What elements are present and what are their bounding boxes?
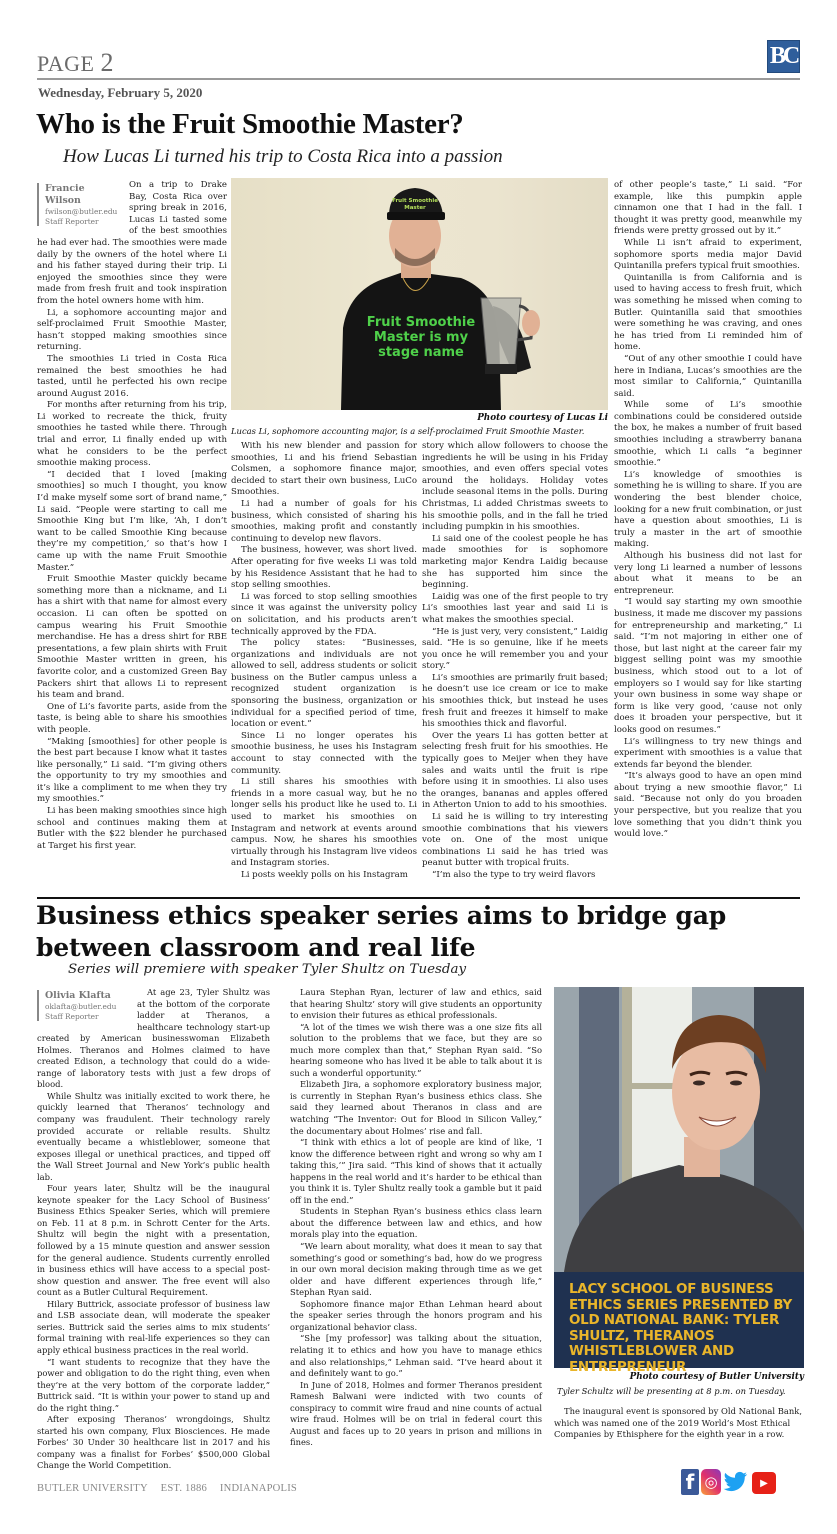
paragraph: Four years later, Shultz will be the inaugural keynote speaker for the Lacy School of Business’ Business Ethics Speaker Series, which will premiere on Feb. 11 at 8 p.m. in Schrott Center for the Arts. Shultz will begin the night with a presentation, followed by a 15 minute question and answer session for the general audience. Students currently enrolled in business ethics will have access to a special post-show question and answer. The free event will also count as a Butler Cultural Requirement. <box>37 1183 270 1298</box>
article1-column-4 <box>614 180 802 892</box>
issue-date: Wednesday, February 5, 2020 <box>38 85 203 100</box>
paragraph: story which allow followers to choose the ingredients he will be using in his Friday smoothies, and even offers special votes around the holidays. Holiday votes include seasonal items in the polls. During Christmas, Li added Christmas sweets to his smoothie polls, and in the fall he tried including pumpkin in his smoothies. <box>422 441 608 533</box>
footer-university: BUTLER UNIVERSITY <box>37 1483 148 1494</box>
paragraph: While Shultz was initially excited to work there, he quickly learned that Theranos’ technology and company was fraudulent. Their technology rarely provided accurate or reliable results. Shultz eventually became a whistleblower, someone that exposes illegal or unethical practices, and tipped off the Wall Street Journal and New York’s public health lab. <box>37 1090 270 1182</box>
header-rule <box>37 78 800 80</box>
svg-text:Fruit Smoothie: Fruit Smoothie <box>392 198 438 204</box>
butler-collegian-logo <box>767 40 800 73</box>
byline-email[interactable]: oklafta@butler.edu <box>45 1002 117 1011</box>
paragraph: “I want students to recognize that they have the power and obligation to do the right thing, even when they’re at the very bottom of the corporate ladder,” Buttrick said. “It is within your power to stand up and do the right thing.” <box>37 1356 270 1413</box>
byline-name: Francie Wilson <box>45 183 85 206</box>
article1-column-2 <box>231 441 417 892</box>
paragraph: “I’m also the type to try weird flavors <box>432 869 596 880</box>
article2-headline: Business ethics speaker series aims to bridge gap between classroom and real life <box>36 901 726 962</box>
paragraph: “I decided that I loved [making smoothies] so much I thought, you know I’d make myself some sort of brand name,” Li said. “People were starting to call me Smoothie King but I’m like, ‘Ah, I don’t want to be called Smoothie King because they’re my competition,’ so that’s how I came up with the name Fruit Smoothie Master.” <box>37 469 227 573</box>
lucas-li-photo-illustration <box>231 178 608 410</box>
tyler-shultz-photo-illustration <box>554 987 804 1272</box>
paragraph: of other people’s taste,” Li said. “For example, like this pumpkin apple cinnamon one that I had in the fall. I thought it was pretty good, meanwhile my friends were pretty grossed out by it.” <box>614 180 802 237</box>
article1-headline: Who is the Fruit Smoothie Master? <box>36 108 464 140</box>
paragraph: With his new blender and passion for smoothies, Li and his friend Sebastian Colsmen, a sophomore finance major, decided to start their own business, LuCo Smoothies. <box>231 441 417 498</box>
byline-name: Olivia Klafta <box>45 990 111 1001</box>
paragraph: Li had a number of goals for his business, which consisted of sharing his smoothies, making profit and constantly continuing to develop new flavors. <box>231 498 417 544</box>
photo1-credit: Photo courtesy of Lucas Li <box>477 413 608 423</box>
article2-subhead: Series will premiere with speaker Tyler Shultz on Tuesday <box>68 962 467 977</box>
paragraph: The policy states: “Businesses, organizations and individuals are not allowed to sell, address students or solicit business on the Butler campus unless a recognized student organization is sponsoring the business, organization or individual for a specified period of time, location or event.” <box>231 638 417 730</box>
paragraph: Li’s knowledge of smoothies is something he is willing to share. If you are wondering the best blender choice, looking for a new fruit combination, or just have a question about smoothies, Li is truly a master in the art of smoothie making. <box>614 469 802 550</box>
article1-byline <box>37 183 121 226</box>
article2-column-2 <box>290 987 542 1465</box>
paragraph: While Li isn’t afraid to experiment, sophomore sports media major David Quintanilla prefers typical fruit smoothies. <box>614 237 802 272</box>
paragraph: Hilary Buttrick, associate professor of business law and LSB associate dean, will moderate the speaker series. Buttrick said the series aims to mix students’ formal training with real-life experiences so they can apply ethical business practices in the real world. <box>37 1298 270 1355</box>
paragraph: The inaugural event is sponsored by Old National Bank, which was named one of the 2019 World’s Most Ethical Companies by Ethisphere for the eighth year in a row. <box>554 1406 803 1440</box>
paragraph: Li has been making smoothies since high school and continues making them at Butler with the $22 blender he purchased at Target his first year. <box>37 806 227 851</box>
paragraph: After exposing Theranos’ wrongdoings, Shultz started his own company, Flux Biosciences. He made Forbes’ 30 Under 30 healthcare list in 2017 and his company was a finalist for Forbes’ $500,000 Global Change the World Competition. <box>37 1414 270 1471</box>
footer-masthead <box>37 1483 307 1494</box>
svg-text:Master is my: Master is my <box>373 330 469 345</box>
byline-role: Staff Reporter <box>45 1011 99 1021</box>
paragraph: “Making [smoothies] for other people is the best part because I know what it tastes like personally,” Li said. “I’m giving others the opportunity to try my smoothies and it’s like a compliment to me when they try my smoothies.” <box>37 736 227 805</box>
facebook-icon[interactable] <box>681 1469 699 1495</box>
paragraph: “A lot of the times we wish there was a one size fits all solution to the problems that we face, but they are so much more complex than that,” Stephan Ryan said. “So hearing someone who has lived it be able to talk about it is such a wonderful opportunity.” <box>290 1021 542 1078</box>
twitter-icon[interactable] <box>723 1469 748 1495</box>
youtube-icon[interactable] <box>752 1472 776 1494</box>
paragraph: The smoothies Li tried in Costa Rica remained the best smoothies he had tasted, until he perfected his own recipe around August 2016. <box>37 353 227 399</box>
paragraph: Li posts weekly polls on his Instagram <box>241 869 408 880</box>
paragraph: Li’s willingness to try new things and experiment with smoothies is a value that extends far beyond the blender. <box>614 736 802 770</box>
paragraph: In June of 2018, Holmes and former Theranos president Ramesh Balwani were indicted with two counts of conspiracy to commit wire fraud and nine counts of actual wire fraud. Holmes will be on trial in federal court this August and faces up to 20 years in prison and millions in fines. <box>290 1379 542 1448</box>
page-number: 2 <box>100 48 114 77</box>
section-divider <box>37 897 800 899</box>
paragraph: Li’s smoothies are primarily fruit based; he doesn’t use ice cream or ice to make his smoothies thick, but instead he uses fresh fruit and freezes it himself to make his smoothies thick and flavorful. <box>422 672 608 730</box>
tyler-shultz-photo <box>554 987 804 1272</box>
paragraph: Li, a sophomore accounting major and self-proclaimed Fruit Smoothie Master, hasn’t stopped making smoothies since returning. <box>37 307 227 353</box>
paragraph: “He is just very, very consistent,” Laidig said. “He is so genuine, like if he meets you once he will remember you and your story.” <box>422 626 608 672</box>
paragraph: “We learn about morality, what does it mean to say that something’s good or something’s bad, how do we progress in our own moral decision making through time as we get older and have different experiences through life,” Stephan Ryan said. <box>290 1241 542 1298</box>
byline-email[interactable]: fwilson@butler.edu <box>45 207 118 216</box>
article1-column-1 <box>37 180 227 892</box>
paragraph: Li said one of the coolest people he has made smoothies for is sophomore marketing major Kendra Laidig because she has supported him since the beginning. <box>422 533 608 591</box>
page-word: PAGE <box>37 51 95 76</box>
paragraph: Although his business did not last for very long Li learned a number of lessons about what it means to be an entrepreneur. <box>614 551 802 596</box>
article2-column-1 <box>37 987 270 1471</box>
paragraph: Over the years Li has gotten better at selecting fresh fruit for his smoothies. He typically goes to Meijer when they have sales and waits until the fruit is ripe before using it in smoothies. Li also uses the oranges, bananas and apples offered in Atherton Union to add to his smoothies. <box>422 730 608 811</box>
paragraph: “I would say starting my own smoothie business, it made me discover my passions for entrepreneurship and marketing,” Li said. “I’m not majoring in either one of those, but last night at the career fair my biggest selling point was my smoothie business, which stood out to a lot of employers so I would say for like starting your own business in some way shape or form is like very good, ‘cause not only does it broaden your perspective, but it looks good on resumes.” <box>614 597 802 735</box>
twitter-bird-shape <box>723 1471 748 1493</box>
paragraph: Li still shares his smoothies with friends in a more casual way, but he no longer sells his product like he used to. Li used to market his smoothies on Instagram and network at events around campus. Now, he shares his smoothies virtually through his Instagram live videos and Instagram stories. <box>231 777 417 869</box>
photo2-credit: Photo courtesy of Butler University <box>629 1372 804 1382</box>
paragraph: Laidig was one of the first people to try Li’s smoothies last year and said Li is what makes the smoothies special. <box>422 591 608 625</box>
logo-text: BC <box>769 43 798 69</box>
byline-role: Staff Reporter <box>45 216 99 226</box>
paragraph: The business, however, was short lived. After operating for five weeks Li was told by his Residence Assistant that he had to stop selling smoothies. <box>231 545 417 591</box>
page-label <box>37 48 114 78</box>
paragraph: Students in Stephan Ryan’s business ethics class learn about the difference between law and ethics, and how morals play into the equation. <box>290 1206 542 1240</box>
paragraph: “It’s always good to have an open mind about trying a new smoothie flavor,” Li said. “Because not only do you broaden your perspective, but you realize that you love something that you didn’t think you would love.” <box>614 771 802 840</box>
svg-text:Fruit Smoothie: Fruit Smoothie <box>366 315 476 330</box>
paragraph: Li was forced to stop selling smoothies since it was against the university policy on solicitation, and his products aren’t technically approved by the FDA. <box>231 591 417 637</box>
paragraph: Quintanilla is from California and is used to having access to fresh fruit, which was something he missed when coming to Butler. Quintanilla said that smoothies were something he was craving, and ones he has tried from Li reminded him of home. <box>614 272 802 353</box>
youtube-glyph: ▶ <box>760 1477 768 1489</box>
article2-column-3 <box>554 1406 804 1456</box>
event-banner: LACY SCHOOL OF BUSINESS ETHICS SERIES PRESENTED BY OLD NATIONAL BANK: TYLER SHULTZ, THERANOS WHISTLEBLOWER AND ENTREPRENEUR <box>554 1272 804 1368</box>
paragraph: Since Li no longer operates his smoothie business, he uses his Instagram account to stay connected with the community. <box>231 730 417 776</box>
paragraph: Elizabeth Jira, a sophomore exploratory business major, is currently in Stephan Ryan’s business ethics class. She said they learned about Theranos in class and are watching “The Inventor: Out for Blood in Silicon Valley,” the documentary about Holmes’ rise and fall. <box>290 1079 542 1136</box>
article1-subhead: How Lucas Li turned his trip to Costa Rica into a passion <box>63 146 503 167</box>
lucas-li-photo <box>231 178 608 410</box>
article2-byline <box>37 990 129 1021</box>
paragraph: For months after returning from his trip, Li worked to recreate the thick, fruity smoothies he tasted while there. Through trial and error, Li finally ended up with what he considers to be the perfect smoothie making process. <box>37 400 227 469</box>
footer-established: EST. 1886 <box>160 1483 208 1494</box>
footer-city: INDIANAPOLIS <box>219 1483 298 1494</box>
paragraph: “She [my professor] was talking about the situation, relating it to ethics and how you have to manage ethics and also relationships,” Lehman said. “I’ve heard about it and definitely want to go.” <box>290 1333 542 1379</box>
photo1-caption: Lucas Li, sophomore accounting major, is a self-proclaimed Fruit Smoothie Master. <box>231 426 585 436</box>
article1-column-3 <box>422 441 608 892</box>
paragraph: “Out of any other smoothie I could have here in Indiana, Lucas’s smoothies are the most similar to California,” Quintanilla said. <box>614 353 802 399</box>
facebook-glyph: f <box>685 1470 695 1494</box>
svg-text:stage name: stage name <box>378 345 464 360</box>
paragraph: One of Li’s favorite parts, aside from the taste, is being able to share his smoothies with people. <box>37 701 227 735</box>
svg-text:Master: Master <box>404 205 426 211</box>
paragraph: Li said he is willing to try interesting smoothie combinations that his viewers vote on. One of the most unique combinations Li said he has tried was peanut butter with tropical fruits. <box>422 812 608 869</box>
paragraph: While some of Li’s smoothie combinations could be considered outside the box, he makes a number of fruit based smoothies including a strawberry banana smoothie, which Li calls “a beginner smoothie.” <box>614 400 802 469</box>
paragraph: Laura Stephan Ryan, lecturer of law and ethics, said that hearing Shultz’ story will give students an opportunity to envision their futures as ethical professionals. <box>290 987 542 1021</box>
paragraph: On a trip to Drake Bay, Costa Rica over spring break in 2016, Lucas Li tasted some of the best smoothies he had ever had. The smoothies were made daily by the owners of the hotel where Li and his father stayed during their trip. Li enjoyed the smoothies since they were made from fresh fruit and took inspiration from the hotel owners home with him. <box>37 180 227 306</box>
photo2-caption: Tyler Schultz will be presenting at 8 p.m. on Tuesday. <box>557 1386 786 1396</box>
paragraph: Sophomore finance major Ethan Lehman heard about the speaker series through the honors program and his organizational behavior class. <box>290 1298 542 1332</box>
paragraph: Fruit Smoothie Master quickly became something more than a nickname, and Li has a shirt with that name for almost every occasion. Li can often be spotted on campus wearing his Fruit Smoothie merchandise. He has a dress shirt for RBE presentations, a few plain shirts with Fruit Smoothie Master written in green, his favorite color, and a customized Green Bay Packers shirt that allows Li to represent his team and brand. <box>37 574 227 701</box>
paragraph: “I think with ethics a lot of people are kind of like, ‘I know the difference between right and wrong so why am I taking this,’” Jira said. “This kind of shows that it actually happens in the real world and it’s harder to be ethical than you think it is. Tyler Shultz really took a gamble but it paid off in the end.” <box>290 1137 542 1205</box>
instagram-icon[interactable] <box>701 1469 721 1495</box>
paragraph: At age 23, Tyler Shultz was at the bottom of the corporate ladder at Theranos, a healthcare technology start-up created by American businesswoman Elizabeth Holmes. Theranos and Holmes claimed to have created Edison, a technology that could do a wide-range of laboratory tests with just a few drops of blood. <box>37 987 270 1090</box>
instagram-glyph: ◎ <box>704 1473 718 1491</box>
